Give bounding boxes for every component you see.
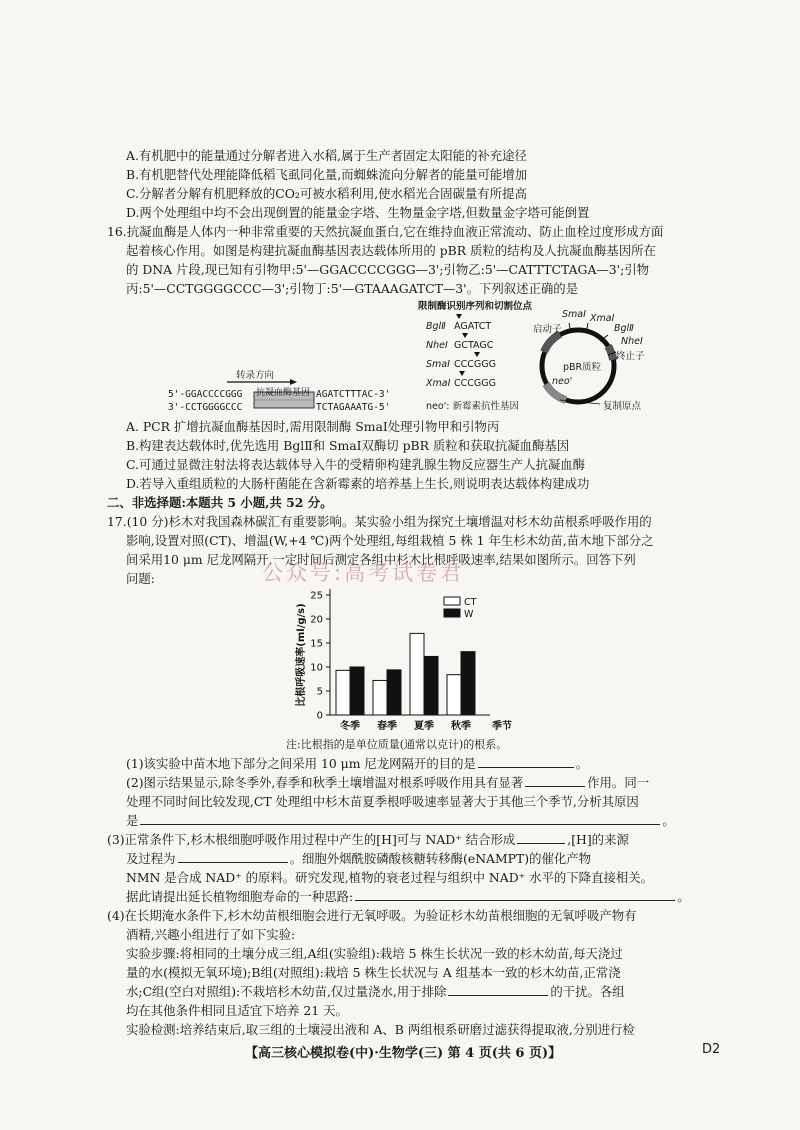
legend-label: W xyxy=(464,609,474,620)
answer-blank[interactable] xyxy=(478,755,574,768)
origin-label: 复制原点 xyxy=(603,401,642,412)
q17-p3b-tail: 。细胞外烟酰胺磷酸核糖转移酶(eNAMPT)的催化产物 xyxy=(289,851,592,866)
q17-p3a xyxy=(107,831,707,848)
q16-option-d: D.若导入重组质粒的大肠杆菌能在含新霉素的培养基上生长,则说明表达载体构建成功 xyxy=(126,476,590,491)
q17-p1-text: (1)该实验中苗木地下部分之间采用 10 μm 尼龙网隔开的目的是 xyxy=(126,756,476,771)
x-axis-label: 季节 xyxy=(492,721,512,732)
answer-blank[interactable] xyxy=(517,831,565,844)
enzyme-name: SmaⅠ xyxy=(426,359,450,370)
q17-p1: (1)该实验中苗木地下部分之间采用 10 μm 尼龙网隔开的目的是 。 xyxy=(126,756,589,771)
y-tick-label: 10 xyxy=(310,662,323,674)
q15-option-b: B.有机肥替代处理能降低稻飞虱同化量,而蜘蛛流向分解者的能量可能增加 xyxy=(126,167,528,182)
answer-blank[interactable] xyxy=(178,850,288,863)
page-footer: 【高三核心模拟卷(中)·生物学(三) 第 4 页(共 6 页)】 xyxy=(245,1046,562,1061)
q17-p3d: 据此请提出延长植物细胞寿命的一种思路: 。 xyxy=(126,889,690,904)
q17-p4f: 均在其他条件相同且适宜下培养 21 天。 xyxy=(126,1003,348,1018)
q16-option-a: A. PCR 扩增抗凝血酶基因时,需用限制酶 SmaⅠ处理引物甲和引物丙 xyxy=(126,419,500,434)
strand-top-left: 5'-GGACCCCGGG xyxy=(168,389,243,400)
promoter-label: 启动子 xyxy=(533,324,562,335)
neo-label: neo' xyxy=(552,376,573,387)
q16-option-c: C.可通过显微注射法将表达载体导入牛的受精卵构建乳腺生物反应器生产人抗凝血酶 xyxy=(126,457,586,472)
y-axis-label: 比根呼吸速率(ml/g/s) xyxy=(296,603,307,707)
q17-p4c: 实验步骤:将相同的土壤分成三组,A组(实验组):栽培 5 株生长状况一致的杉木幼苗,每天浇过 xyxy=(126,946,623,961)
cut-site-icon xyxy=(459,371,465,376)
q17-p4e-tail: 的干扰。各组 xyxy=(550,984,625,999)
enzyme-name: XmaⅠ xyxy=(426,378,451,389)
section-heading: 二、非选择题:本题共 5 小题,共 52 分。 xyxy=(107,495,333,510)
y-tick-label: 0 xyxy=(316,710,323,722)
enzyme-seq: CCCGGG xyxy=(454,378,496,389)
y-tick-label: 15 xyxy=(310,638,323,650)
bar-w xyxy=(350,667,364,715)
enzyme-name: NheⅠ xyxy=(426,340,448,351)
terminator-label: 终止子 xyxy=(616,351,645,362)
q17-p2a-tail: 作用。同一 xyxy=(587,775,650,790)
q17-p4e xyxy=(126,983,726,1000)
strand-bottom-left: 3'-CCTGGGGCCC xyxy=(168,402,243,413)
site-label-xma: XmaⅠ xyxy=(590,313,615,324)
q17-p4e-text: 水;C组(空白对照组):不栽培杉木幼苗,仅过量浇水,用于排除 xyxy=(126,984,447,999)
site-label-nhe: NheⅠ xyxy=(621,336,643,347)
y-tick-label: 25 xyxy=(310,590,323,602)
chart-note: 注:比根指的是单位质量(通常以克计)的根系。 xyxy=(286,738,508,751)
q17-p2a-text: (2)图示结果显示,除冬季外,春季和秋季土壤增温对根系呼吸作用具有显著 xyxy=(126,775,524,790)
bar-ct xyxy=(447,675,461,715)
q17-stem-line1: 17.(10 分)杉木对我国森林碳汇有重要影响。某实验小组为探究土壤增温对杉木幼苗根系呼吸作用的 xyxy=(107,514,652,529)
legend-label: CT xyxy=(464,597,477,608)
bar-ct xyxy=(410,633,424,715)
bar-w xyxy=(387,670,401,715)
q17-p2c: 是 。 xyxy=(126,813,675,828)
enzyme-name: BglⅡ xyxy=(426,321,446,332)
enzyme-seq: GCTAGC xyxy=(454,340,494,351)
q15-option-c: C.分解者分解有机肥释放的CO₂可被水稻利用,使水稻光合固碳量有所提高 xyxy=(126,186,527,201)
q17-p3a-tail: ,[H]的来源 xyxy=(567,832,629,847)
site-label-sma: SmaⅠ xyxy=(562,309,586,320)
q17-stem-line3: 间采用10 μm 尼龙网隔开,一定时间后测定各组中杉木比根呼吸速率,结果如图所示。回答下列 xyxy=(126,552,636,567)
x-tick-label: 春季 xyxy=(377,721,397,732)
bar-w xyxy=(424,656,438,715)
watermark: 公众号:高考试卷君 xyxy=(262,561,465,585)
q17-p4d: 量的水(模拟无氧环境);B组(对照组):栽培 5 株生长状况与 A 组基本一致的杉木幼苗,正常浇 xyxy=(126,965,621,980)
x-tick-label: 冬季 xyxy=(340,721,360,732)
q17-stem-line4: 问题: xyxy=(126,571,155,586)
q17-p3d-text: 据此请提出延长植物细胞寿命的一种思路: xyxy=(126,889,354,904)
cut-site-icon xyxy=(456,314,462,319)
q16-stem-line1: 16.抗凝血酶是人体内一种非常重要的天然抗凝血蛋白,它在维持血液正常流动、防止血栓过度形成方面 xyxy=(107,224,664,239)
answer-blank[interactable] xyxy=(140,812,660,825)
answer-blank[interactable] xyxy=(448,983,548,996)
bar-ct xyxy=(373,680,387,715)
enzyme-seq: CCCGGG xyxy=(454,359,496,370)
q17-p3a-text: (3)正常条件下,杉木根细胞呼吸作用过程中产生的[H]可与 NAD⁺ 结合形成 xyxy=(107,832,516,847)
q16-stem-line4: 丙:5'—CCTGGGGCCC—3';引物丁:5'—GTAAAGATCT—3'。下列叙述正确的是 xyxy=(126,281,579,296)
q16-stem-line3: 的 DNA 片段,现已知有引物甲:5'—GGACCCCGGG—3';引物乙:5'—CATTTCTAGA—3';引物 xyxy=(126,262,650,277)
transcription-label: 转录方向 xyxy=(236,370,275,381)
strand-bottom-right: TCTAGAAATG-5' xyxy=(316,402,391,413)
q15-option-d: D.两个处理组中均不会出现倒置的能量金字塔、生物量金字塔,但数量金字塔可能倒置 xyxy=(126,205,590,220)
promoter-segment xyxy=(544,334,560,352)
q17-p3b-text: 及过程为 xyxy=(126,851,176,866)
x-tick-label: 秋季 xyxy=(451,721,471,732)
q16-stem-line2: 起着核心作用。如图是构建抗凝血酶基因表达载体所用的 pBR 质粒的结构及人抗凝血酶基因所在 xyxy=(126,243,656,258)
answer-blank[interactable] xyxy=(355,888,675,901)
q17-stem-line2: 影响,设置对照(CT)、增温(W,+4 ℃)两个处理组,每组栽植 5 株 1 年生杉木幼苗,苗木地下部分之 xyxy=(126,533,654,548)
enzyme-table-title: 限制酶识别序列和切割位点 xyxy=(418,301,533,312)
page-code: D2 xyxy=(702,1042,721,1057)
q16-option-b: B.构建表达载体时,优先选用 BglⅡ和 SmaⅠ双酶切 pBR 质粒和获取抗凝血酶基因 xyxy=(126,438,570,453)
cut-site-icon xyxy=(462,333,468,338)
q15-option-a: A.有机肥中的能量通过分解者进入水稻,属于生产者固定太阳能的补充途径 xyxy=(126,148,527,163)
q17-p4g: 实验检测:培养结束后,取三组的土壤浸出液和 A、B 两组根系研磨过滤获得提取液,分别进行检 xyxy=(126,1022,635,1037)
respiration-bar-chart xyxy=(294,589,512,732)
legend-swatch xyxy=(444,609,460,617)
cut-site-icon xyxy=(474,352,480,357)
legend-swatch xyxy=(444,597,460,605)
neo-note: neo': 新霉素抗性基因 xyxy=(426,401,520,412)
plasmid-label: pBR质粒 xyxy=(563,362,602,373)
q17-p2c-text: 是 xyxy=(126,813,139,828)
bar-ct xyxy=(336,670,350,715)
q17-p4a: (4)在长期淹水条件下,杉木幼苗根细胞会进行无氧呼吸。为验证杉木幼苗根细胞的无氧呼吸产物有 xyxy=(107,908,637,923)
y-tick-label: 5 xyxy=(316,686,323,698)
site-label-bgl: BglⅡ xyxy=(614,323,634,334)
bar-w xyxy=(461,652,475,715)
q17-p3c: NMN 是合成 NAD⁺ 的原料。研究发现,植物的衰老过程与组织中 NAD⁺ 水平的下降直接相关。 xyxy=(126,870,654,885)
answer-blank[interactable] xyxy=(525,774,585,787)
q17-p4b: 酒精,兴趣小组进行了如下实验: xyxy=(126,927,296,942)
x-tick-label: 夏季 xyxy=(414,721,434,732)
q17-p2a xyxy=(126,774,726,791)
gene-label: 抗凝血酶基因 xyxy=(256,388,311,398)
q17-p2b: 处理不同时间比较发现,CT 处理组中杉木苗夏季根呼吸速率显著大于其他三个季节,分析其原因 xyxy=(126,794,639,809)
y-tick-label: 20 xyxy=(310,614,323,626)
q17-p3b xyxy=(126,850,726,867)
enzyme-seq: AGATCT xyxy=(454,321,492,332)
strand-top-right: AGATCTTTAC-3' xyxy=(316,389,391,400)
